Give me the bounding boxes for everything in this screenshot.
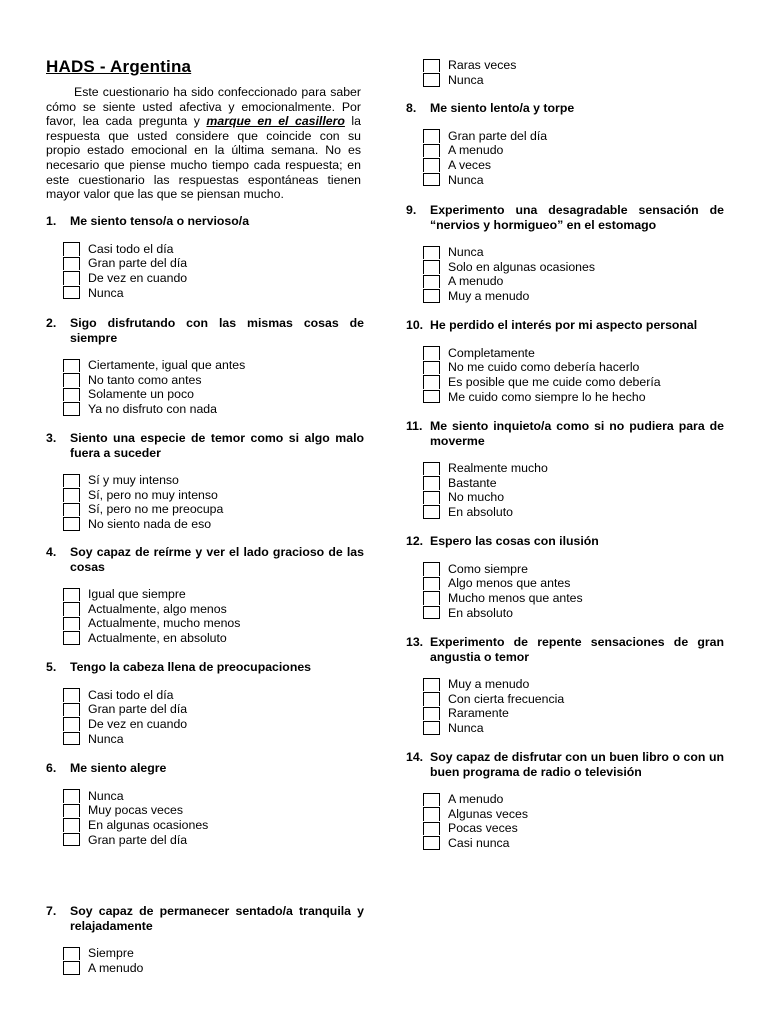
answer-option[interactable] [63,789,364,804]
answer-label: Con cierta frecuencia [448,691,565,706]
answer-label: Ciertamente, igual que antes [88,358,246,373]
answer-checkbox[interactable] [423,246,440,260]
answer-option[interactable] [423,143,724,158]
answer-checkbox[interactable] [63,271,80,285]
answer-option[interactable] [63,602,364,617]
question-text: Tengo la cabeza llena de preocupaciones [70,660,312,674]
answer-checkbox[interactable] [63,474,80,488]
question-heading [406,318,724,333]
answer-options [63,242,364,300]
answer-option[interactable] [63,402,364,417]
answer-option[interactable] [63,387,364,402]
answer-option[interactable] [423,576,724,591]
answer-label: De vez en cuando [88,270,188,285]
answer-checkbox[interactable] [423,606,440,620]
question-number: 9. [406,203,417,217]
question-number: 6. [46,761,57,775]
question-text: Soy capaz de permanecer sentado/a tranquila y relajadamente [70,904,364,933]
intro-text-1: Este cuestionario ha sido confeccionado para saber cómo se siente usted afectiva y emocionalmente. Por favor, lea cada pregunta y [46,85,361,129]
answer-label: Sí y muy intenso [88,473,179,488]
answer-option[interactable] [63,256,364,271]
answer-checkbox[interactable] [423,491,440,505]
answer-label: Muy a menudo [448,289,530,304]
answer-label: Siempre [88,946,134,961]
answer-checkbox[interactable] [423,836,440,850]
answer-checkbox[interactable] [63,373,80,387]
answer-option[interactable] [423,172,724,187]
question-block [406,45,724,87]
answer-checkbox[interactable] [63,688,80,702]
answer-label: No siento nada de eso [88,517,212,532]
answer-checkbox[interactable] [423,476,440,490]
question-number: 12. [406,534,424,548]
answer-option[interactable] [63,502,364,517]
answer-checkbox[interactable] [423,275,440,289]
answer-label: Sí, pero no muy intenso [88,487,218,502]
answer-label: Me cuido como siempre lo he hecho [448,389,646,404]
answer-label: A veces [448,157,492,172]
answer-option[interactable] [423,677,724,692]
question-heading [406,419,724,448]
question-number: 7. [46,904,57,918]
answer-option[interactable] [63,688,364,703]
answer-checkbox[interactable] [423,562,440,576]
answer-option[interactable] [423,274,724,289]
answer-options [63,358,364,416]
answer-option[interactable] [63,242,364,257]
question-heading [46,214,364,229]
answer-option[interactable] [63,961,364,976]
answer-option[interactable] [63,488,364,503]
question-heading [406,750,724,779]
answer-label: Muy pocas veces [88,803,184,818]
question-block [406,419,724,519]
answer-options [63,789,364,847]
answer-options [63,473,364,531]
answer-option[interactable] [423,389,724,404]
answer-option[interactable] [423,346,724,361]
answer-option[interactable] [63,616,364,631]
question-text: Me siento alegre [70,761,167,775]
answer-checkbox[interactable] [423,678,440,692]
answer-option[interactable] [63,702,364,717]
answer-checkbox[interactable] [423,390,440,404]
question-heading [46,431,364,460]
question-heading [406,534,724,549]
answer-checkbox[interactable] [63,818,80,832]
question-text: Experimento una desagradable sensación de “nervios y hormigueo” en el estomago [430,203,724,232]
answer-option[interactable] [423,836,724,851]
question-heading [406,203,724,232]
answer-options [423,461,724,519]
answer-checkbox[interactable] [63,402,80,416]
answer-checkbox[interactable] [423,173,440,187]
answer-checkbox[interactable] [63,631,80,645]
answer-label: A menudo [448,792,504,807]
question-heading [46,316,364,345]
answer-label: Casi todo el día [88,241,174,256]
answer-option[interactable] [423,73,724,88]
answer-checkbox[interactable] [423,707,440,721]
answer-options [423,129,724,187]
question-number: 2. [46,316,57,330]
answer-label: Raras veces [448,58,517,73]
question-text: Soy capaz de reírme y ver el lado gracioso de las cosas [70,545,364,574]
answer-checkbox[interactable] [423,505,440,519]
answer-checkbox[interactable] [423,144,440,158]
answer-option[interactable] [423,505,724,520]
answer-label: Gran parte del día [88,832,188,847]
answer-options [63,587,364,645]
answer-label: No tanto como antes [88,372,202,387]
answer-checkbox[interactable] [63,961,80,975]
answer-option[interactable] [63,731,364,746]
answer-checkbox[interactable] [63,517,80,531]
answer-checkbox[interactable] [63,947,80,961]
answer-label: Gran parte del día [88,702,188,717]
answer-option[interactable] [423,476,724,491]
question-block [406,750,724,850]
answer-checkbox[interactable] [63,602,80,616]
answer-option[interactable] [423,461,724,476]
answer-option[interactable] [423,245,724,260]
answer-label: Muy a menudo [448,677,530,692]
answer-checkbox[interactable] [423,375,440,389]
answer-option[interactable] [423,490,724,505]
answer-option[interactable] [423,375,724,390]
question-text: Espero las cosas con ilusión [430,534,599,548]
question-block [46,660,364,746]
answer-checkbox[interactable] [423,822,440,836]
answer-checkbox[interactable] [423,129,440,143]
question-number: 4. [46,545,57,559]
answer-label: Actualmente, mucho menos [88,616,241,631]
answer-option[interactable] [423,289,724,304]
answer-option[interactable] [423,591,724,606]
answer-checkbox[interactable] [63,789,80,803]
question-block [46,431,364,531]
answer-option[interactable] [63,946,364,961]
answer-label: Nunca [88,788,124,803]
answer-label: A menudo [88,960,144,975]
answer-option[interactable] [63,517,364,532]
answer-label: A menudo [448,143,504,158]
answer-checkbox[interactable] [63,804,80,818]
answer-label: Actualmente, algo menos [88,601,227,616]
question-block [406,534,724,620]
intro-text-2: la respuesta que usted considere que coincide con su propio estado emocional en la última semana. No es necesario que piense mucho tiempo cada respuesta; en este cuestionario las respuestas espontáneas tienen mayor valor que las que se piensan mucho. [46,114,361,202]
answer-label: Solamente un poco [88,387,194,402]
answer-label: Gran parte del día [448,128,548,143]
answer-label: Gran parte del día [88,256,188,271]
answer-options [423,562,724,620]
answer-checkbox[interactable] [423,721,440,735]
answer-label: Nunca [88,285,124,300]
answer-checkbox[interactable] [63,359,80,373]
question-text: Me siento tenso/a o nervioso/a [70,214,250,228]
answer-label: En absoluto [448,605,513,620]
answer-option[interactable] [423,807,724,822]
answer-label: Igual que siempre [88,587,186,602]
answer-label: Ya no disfruto con nada [88,402,217,417]
answer-option[interactable] [423,605,724,620]
answer-checkbox[interactable] [423,59,440,73]
question-heading [46,660,364,675]
answer-label: Casi nunca [448,836,510,851]
answer-label: Bastante [448,475,497,490]
answer-option[interactable] [63,818,364,833]
answer-checkbox[interactable] [423,807,440,821]
answer-checkbox[interactable] [63,286,80,300]
answer-checkbox[interactable] [63,833,80,847]
answer-checkbox[interactable] [63,717,80,731]
answer-options [63,946,364,975]
answer-checkbox[interactable] [423,692,440,706]
answer-label: Algunas veces [448,806,528,821]
answer-checkbox[interactable] [423,577,440,591]
answer-label: Nunca [88,731,124,746]
answer-option[interactable] [423,692,724,707]
question-text: He perdido el interés por mi aspecto personal [430,318,698,332]
answer-option[interactable] [63,358,364,373]
answer-option[interactable] [423,360,724,375]
answer-label: Actualmente, en absoluto [88,631,227,646]
question-number: 13. [406,635,424,649]
answer-label: Nunca [448,721,484,736]
answer-checkbox[interactable] [63,242,80,256]
answer-checkbox[interactable] [423,346,440,360]
intro-emphasis: marque en el casillero [206,114,345,129]
answer-option[interactable] [63,271,364,286]
question-heading [406,635,724,664]
answer-checkbox[interactable] [423,361,440,375]
answer-label: Algo menos que antes [448,576,571,591]
question-number: 14. [406,750,424,764]
answer-checkbox[interactable] [423,591,440,605]
answer-options [423,677,724,735]
question-number: 3. [46,431,57,445]
answer-option[interactable] [63,587,364,602]
answer-label: Casi todo el día [88,687,174,702]
answer-label: No me cuido como debería hacerlo [448,360,640,375]
question-number: 5. [46,660,57,674]
answer-option[interactable] [63,832,364,847]
question-number: 1. [46,214,57,228]
question-number: 8. [406,101,417,115]
answer-option[interactable] [423,260,724,275]
answer-option[interactable] [63,803,364,818]
answer-label: Completamente [448,345,535,360]
question-text: Me siento inquieto/a como si no pudiera para de moverme [430,419,724,448]
question-block [46,545,364,645]
answer-label: Nunca [448,245,484,260]
answer-checkbox[interactable] [423,793,440,807]
answer-label: A menudo [448,274,504,289]
question-number: 10. [406,318,424,332]
question-block [46,316,364,416]
answer-options [423,58,724,87]
answer-label: De vez en cuando [88,716,188,731]
answer-checkbox[interactable] [63,703,80,717]
answer-label: Pocas veces [448,821,518,836]
question-text: Me siento lento/a y torpe [430,101,575,115]
answer-label: Mucho menos que antes [448,590,583,605]
question-text: Sigo disfrutando con las mismas cosas de siempre [70,316,364,345]
answer-options [423,792,724,850]
answer-option[interactable] [423,58,724,73]
answer-label: Realmente mucho [448,461,548,476]
answer-option[interactable] [63,717,364,732]
answer-label: Raramente [448,706,509,721]
question-block [46,904,364,975]
answer-option[interactable] [423,792,724,807]
answer-label: Es posible que me cuide como debería [448,374,661,389]
answer-option[interactable] [423,158,724,173]
question-number: 11. [406,419,423,433]
answer-label: Nunca [448,172,484,187]
answer-option[interactable] [423,562,724,577]
answer-checkbox[interactable] [423,260,440,274]
question-block [46,761,364,847]
answer-option[interactable] [423,721,724,736]
answer-checkbox[interactable] [63,388,80,402]
answer-option[interactable] [63,631,364,646]
question-block [46,214,364,300]
intro-paragraph [46,85,361,202]
answer-checkbox[interactable] [423,73,440,87]
answer-checkbox[interactable] [63,588,80,602]
question-text: Soy capaz de disfrutar con un buen libro o con un buen programa de radio o televisión [430,750,724,779]
answer-checkbox[interactable] [63,617,80,631]
answer-checkbox[interactable] [423,462,440,476]
question-block [406,635,724,735]
question-block [406,318,724,404]
answer-option[interactable] [63,373,364,388]
question-heading [406,101,724,116]
question-text: Experimento de repente sensaciones de gran angustia o temor [430,635,724,664]
question-heading [46,545,364,574]
question-heading [46,904,364,933]
answer-label: En absoluto [448,505,513,520]
answer-checkbox[interactable] [63,732,80,746]
answer-checkbox[interactable] [63,503,80,517]
question-block [406,203,724,303]
page-title: HADS - Argentina [46,57,192,76]
answer-option[interactable] [63,285,364,300]
answer-options [63,688,364,746]
answer-option[interactable] [63,473,364,488]
answer-options [423,245,724,303]
answer-checkbox[interactable] [63,488,80,502]
question-text: Siento una especie de temor como si algo malo fuera a suceder [70,431,364,460]
answer-label: En algunas ocasiones [88,817,209,832]
answer-label: Solo en algunas ocasiones [448,259,595,274]
answer-label: Como siempre [448,561,528,576]
answer-option[interactable] [423,706,724,721]
answer-checkbox[interactable] [63,257,80,271]
answer-label: No mucho [448,490,505,505]
answer-label: Nunca [448,72,484,87]
answer-options [423,346,724,404]
question-block [406,101,724,187]
question-heading [46,761,364,776]
answer-checkbox[interactable] [423,158,440,172]
answer-label: Sí, pero no me preocupa [88,502,224,517]
answer-option[interactable] [423,821,724,836]
answer-option[interactable] [423,129,724,144]
answer-checkbox[interactable] [423,289,440,303]
